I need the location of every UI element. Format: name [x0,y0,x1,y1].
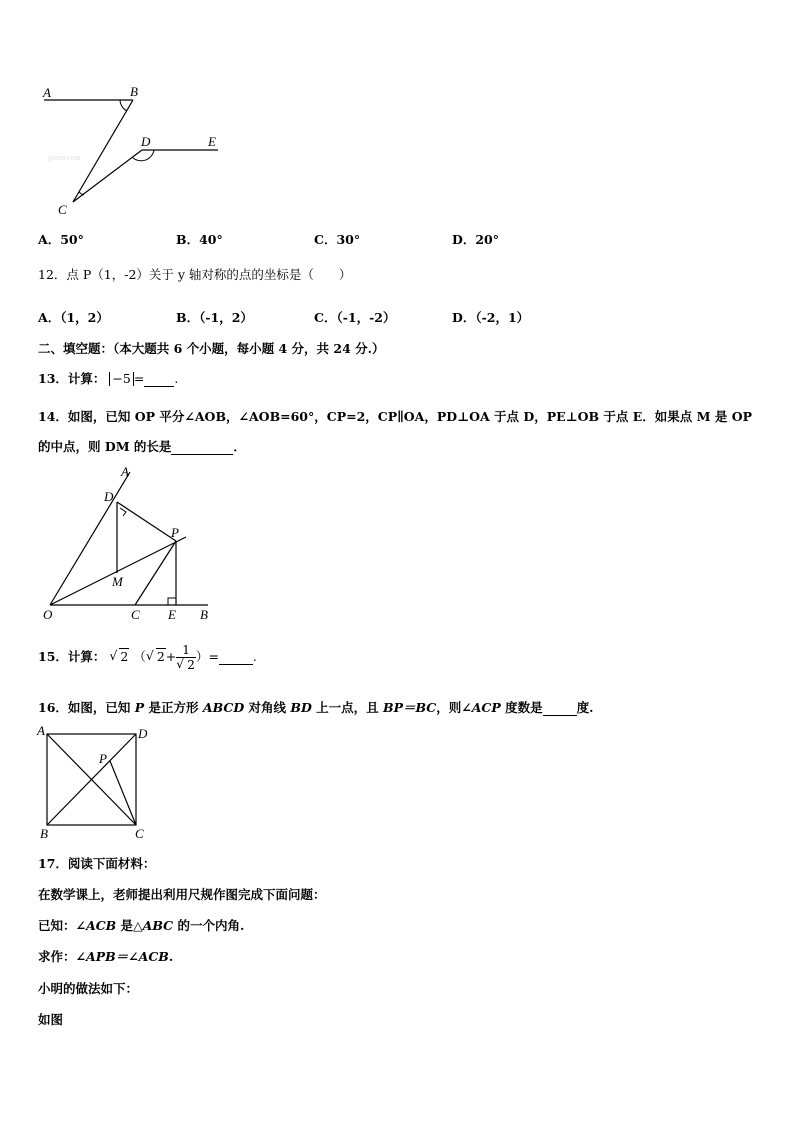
q12-text: 12．点 P（1，-2）关于 y 轴对称的点的坐标是（ ） [38,267,352,282]
q15 [38,642,257,672]
label-e: E [168,607,176,622]
label-b: B [40,826,48,841]
q16-prefix: 16．如图，已知 [38,700,135,715]
q12-option-c: C．（-1，-2） [314,310,396,325]
q16-point-p: P [134,700,145,715]
q15-denominator-radicand: 2 [187,658,195,672]
label-a: A [37,723,45,738]
q15-sqrt-a-radicand: 2 [120,649,129,664]
q13-equals: = [133,371,145,386]
q17-line2-prefix: 已知： [38,918,76,933]
figure-q11 [0,0,260,220]
q14-line1: 14．如图，已知 OP 平分∠AOB，∠AOB=60°，CP=2，CP∥OA，PD⊥OA 于点 D，PE⊥OB 于点 E．如果点 M 是 OP [38,409,752,424]
label-b: B [130,84,138,99]
q15-sqrt-b [146,642,166,672]
q17-line2-end: 的一个内角. [173,918,245,933]
q13-answer-blank [144,371,174,387]
q15-answer-blank [219,650,253,665]
figure-q14 [0,460,240,630]
segment-pd [117,502,176,541]
q16-answer-blank [543,700,577,716]
q14-line2 [38,437,246,455]
q12-option-a: A．（1，2） [38,310,109,325]
q17-line5: 如图 [38,1012,64,1027]
section-2-title: 二、填空题：（本大题共 6 个小题，每小题 4 分，共 24 分.） [38,341,385,356]
q16-square-name: ABCD [202,700,245,715]
q16-mid1: 是正方形 [144,700,203,715]
segment-cd [73,150,142,202]
label-a: A [43,85,51,100]
label-b: B [200,607,208,622]
q17-line3 [38,947,173,965]
q17-line2-angle: ∠ACB [75,918,117,933]
segment-pc [110,761,136,825]
q15-denominator [176,658,196,672]
q16-diagonal: BD [290,700,312,715]
q13-prefix: 13．计算： [38,371,106,386]
right-angle-d [120,508,126,516]
label-m: M [112,574,123,589]
q17-line2 [38,916,244,934]
q13-end: . [174,371,179,386]
q15-fraction [176,643,196,672]
right-angle-e [168,598,176,605]
q17-line3-expression: ∠APB＝∠ACB [75,949,169,964]
label-c: C [135,826,144,841]
q14-answer-blank [171,439,233,455]
q17-line2-triangle: △ABC [133,918,174,933]
label-p: P [171,525,179,540]
q16-end: 度. [576,700,594,715]
q16 [38,698,594,716]
q15-sqrt-b-radicand: 2 [156,649,165,664]
q17-line1: 在数学课上，老师提出利用尺规作图完成下面问题： [38,887,326,902]
q17-line4: 小明的做法如下： [38,981,139,996]
label-c: C [131,607,140,622]
q16-mid2: 对角线 [244,700,291,715]
figure-q16 [0,720,170,845]
label-a: A [121,464,129,479]
q12-option-b: B．（-1，2） [176,310,253,325]
q15-plus: + [165,649,177,664]
q17-line3-prefix: 求作： [38,949,76,964]
q11-option-b: B．40° [176,232,223,247]
label-c: C [58,202,67,217]
segment-bc [73,100,133,202]
q16-equation: BP＝BC [383,700,437,715]
q17-line2-mid: 是 [116,918,134,933]
label-d: D [141,134,151,149]
q11-option-c: C．30° [314,232,361,247]
q12-option-d: D．（-2，1） [452,310,530,325]
watermark: jyeoo.com [48,153,81,162]
q15-close-paren: ） [195,649,209,664]
q15-numerator: 1 [176,643,196,658]
q15-sqrt-a [109,642,129,672]
angle-mark-c [79,192,84,195]
q17-line3-end: . [168,949,174,964]
q13-absolute-value: −5 [109,372,133,386]
q15-open-paren: （ [133,649,146,664]
label-d: D [104,489,114,504]
q15-denominator-sqrt [176,658,196,672]
label-e: E [208,134,216,149]
q14-line2-prefix: 的中点，则 DM 的长是 [38,439,172,454]
q11-option-a: A．50° [38,232,84,247]
q14-line2-end: ． [233,439,246,454]
angle-mark-b [120,100,127,111]
segment-pc [135,541,176,605]
q13 [38,369,178,387]
q15-equals: = [208,649,219,664]
q16-mid5: 度数是 [500,700,543,715]
label-o: O [43,607,53,622]
q15-end: . [252,649,257,664]
q16-angle: ∠ACP [461,700,501,715]
q17-title: 17．阅读下面材料： [38,856,156,871]
label-p: P [99,751,107,766]
label-d: D [138,726,148,741]
q15-prefix: 15．计算： [38,649,106,664]
q11-option-d: D．20° [452,232,499,247]
q16-mid3: 上一点，且 [311,700,384,715]
q16-mid4: ，则 [436,700,462,715]
